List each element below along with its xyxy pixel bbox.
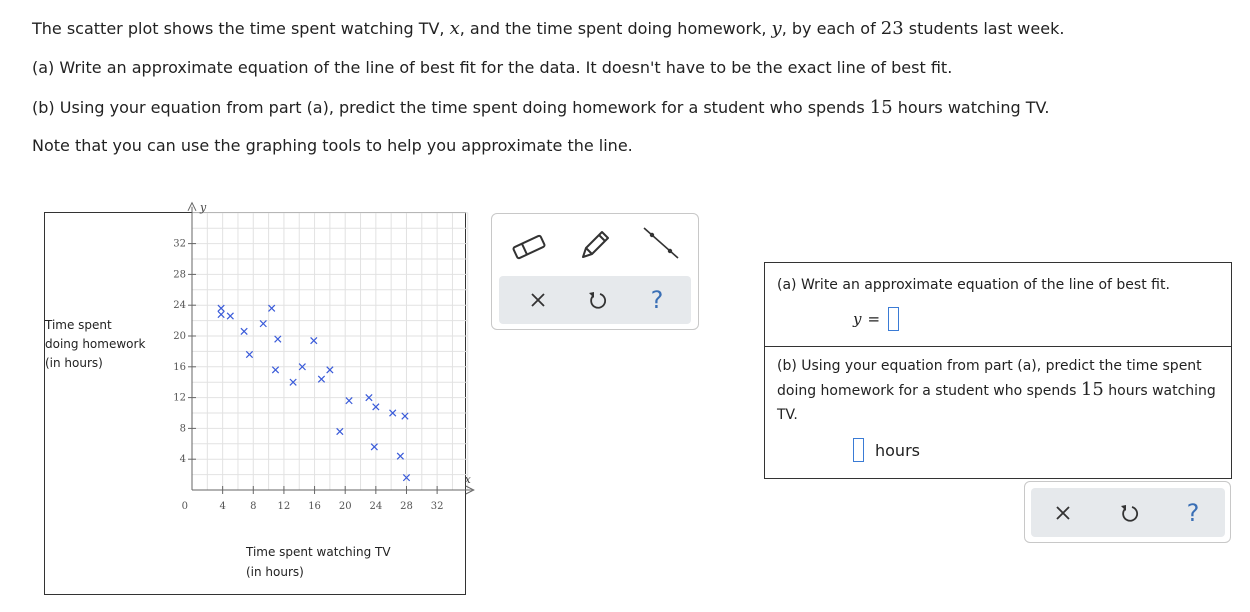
student-count: 23 xyxy=(880,18,904,39)
data-point xyxy=(241,328,247,334)
x-axis-var-label: x xyxy=(464,473,471,486)
x-tick-label: 12 xyxy=(277,501,291,512)
data-point xyxy=(268,305,274,311)
graph-panel[interactable] xyxy=(44,200,471,595)
x-tick-label: 32 xyxy=(430,501,444,512)
prompt-text: doing homework for a student who spends xyxy=(777,383,1081,399)
equation-sign: = xyxy=(867,310,881,328)
data-point xyxy=(337,428,343,434)
question-text: , by each of xyxy=(781,19,881,38)
y-axis-label-line-3: (in hours) xyxy=(45,356,103,370)
question-line-1 xyxy=(32,18,1064,39)
data-point xyxy=(371,444,377,450)
pencil-tool-button[interactable] xyxy=(572,222,618,268)
y-axis-label-line-2: doing homework xyxy=(45,337,146,351)
y-tick-label: 24 xyxy=(173,300,186,312)
y-tick-label: 16 xyxy=(173,361,186,373)
question-line-4: Note that you can use the graphing tools to help you approximate the line. xyxy=(32,136,633,155)
origin-label: 0 xyxy=(181,501,188,512)
data-point xyxy=(311,337,317,343)
part-b-prompt-line-1: (b) Using your equation from part (a), predict the time spent xyxy=(777,358,1202,374)
equation-var: y xyxy=(853,310,862,328)
data-point xyxy=(218,311,224,317)
y-tick-label: 12 xyxy=(173,392,186,404)
graph-actions-bar xyxy=(499,276,691,324)
data-point xyxy=(275,336,281,342)
answer-actions-bar xyxy=(1031,488,1225,537)
y-tick-label: 20 xyxy=(173,331,186,342)
equation-input[interactable] xyxy=(888,307,899,331)
part-b-prompt xyxy=(777,354,1216,427)
question-text: students last week. xyxy=(903,19,1065,38)
hours-answer-row xyxy=(853,438,920,462)
answer-panel xyxy=(764,262,1232,479)
question-line-3 xyxy=(32,97,1049,118)
x-tick-label: 8 xyxy=(250,501,257,512)
prompt-text: hours watching xyxy=(1103,383,1216,399)
data-point xyxy=(260,320,266,326)
y-tick-label: 28 xyxy=(173,269,186,281)
line-tool-icon xyxy=(640,222,682,264)
scatter-plot[interactable] xyxy=(45,200,471,594)
x-tick-label: 24 xyxy=(369,501,383,512)
y-tick-label: 32 xyxy=(173,238,186,250)
x-tick-label: 16 xyxy=(308,501,321,512)
data-point xyxy=(402,413,408,419)
help-icon: ? xyxy=(650,286,664,314)
equation-row xyxy=(853,307,899,331)
undo-graph-button[interactable] xyxy=(571,276,623,324)
data-point xyxy=(272,367,278,373)
var-x: x xyxy=(449,18,460,39)
var-y: y xyxy=(771,18,782,39)
data-point xyxy=(318,376,324,382)
tv-hours-value: 15 xyxy=(869,97,893,118)
close-icon xyxy=(530,292,546,308)
graph-tools-panel xyxy=(491,213,699,330)
data-point xyxy=(218,305,224,311)
y-axis-label-line-1: Time spent xyxy=(45,318,112,332)
hours-input[interactable] xyxy=(853,438,864,462)
question-text: hours watching TV. xyxy=(892,98,1050,117)
y-tick-label: 8 xyxy=(179,423,186,435)
answer-help-button[interactable] xyxy=(1167,488,1219,537)
pencil-icon xyxy=(577,227,613,263)
graph-help-button[interactable] xyxy=(631,276,683,324)
eraser-tool-button[interactable] xyxy=(506,224,552,270)
data-point xyxy=(346,397,352,403)
part-b-prompt-line-3: TV. xyxy=(777,407,798,423)
x-axis-label-line-1: Time spent watching TV xyxy=(246,545,391,559)
clear-graph-button[interactable] xyxy=(512,276,564,324)
data-point xyxy=(397,453,403,459)
line-tool-button[interactable] xyxy=(638,220,684,266)
close-icon xyxy=(1055,505,1071,521)
y-axis-var-label: y xyxy=(200,200,207,214)
data-point xyxy=(246,351,252,357)
question-text: The scatter plot shows the time spent watching TV, xyxy=(32,19,450,38)
undo-icon xyxy=(1119,503,1139,523)
help-icon: ? xyxy=(1186,498,1200,527)
x-tick-label: 28 xyxy=(400,501,413,512)
undo-icon xyxy=(587,290,607,310)
answer-actions-panel xyxy=(1024,481,1231,543)
y-tick-label: 4 xyxy=(179,454,186,466)
hours-unit-label: hours xyxy=(875,440,920,460)
x-tick-label: 20 xyxy=(338,501,352,512)
question-line-2: (a) Write an approximate equation of the line of best fit for the data. It doesn't have to be the exact line of best fit. xyxy=(32,58,953,77)
part-a-prompt: (a) Write an approximate equation of the line of best fit. xyxy=(777,277,1170,293)
data-point xyxy=(227,313,233,319)
tv-hours-value: 15 xyxy=(1080,379,1104,400)
part-b-prompt-line-2 xyxy=(777,378,1216,403)
part-a-section xyxy=(765,263,1231,347)
question-text: (b) Using your equation from part (a), predict the time spent doing homework for a student who spends xyxy=(32,98,870,117)
question-text: , and the time spent doing homework, xyxy=(459,19,772,38)
undo-answer-button[interactable] xyxy=(1103,488,1155,537)
clear-answer-button[interactable] xyxy=(1037,488,1089,537)
x-tick-label: 4 xyxy=(219,501,226,512)
x-axis-label-line-2: (in hours) xyxy=(246,565,304,579)
eraser-icon xyxy=(509,232,549,262)
